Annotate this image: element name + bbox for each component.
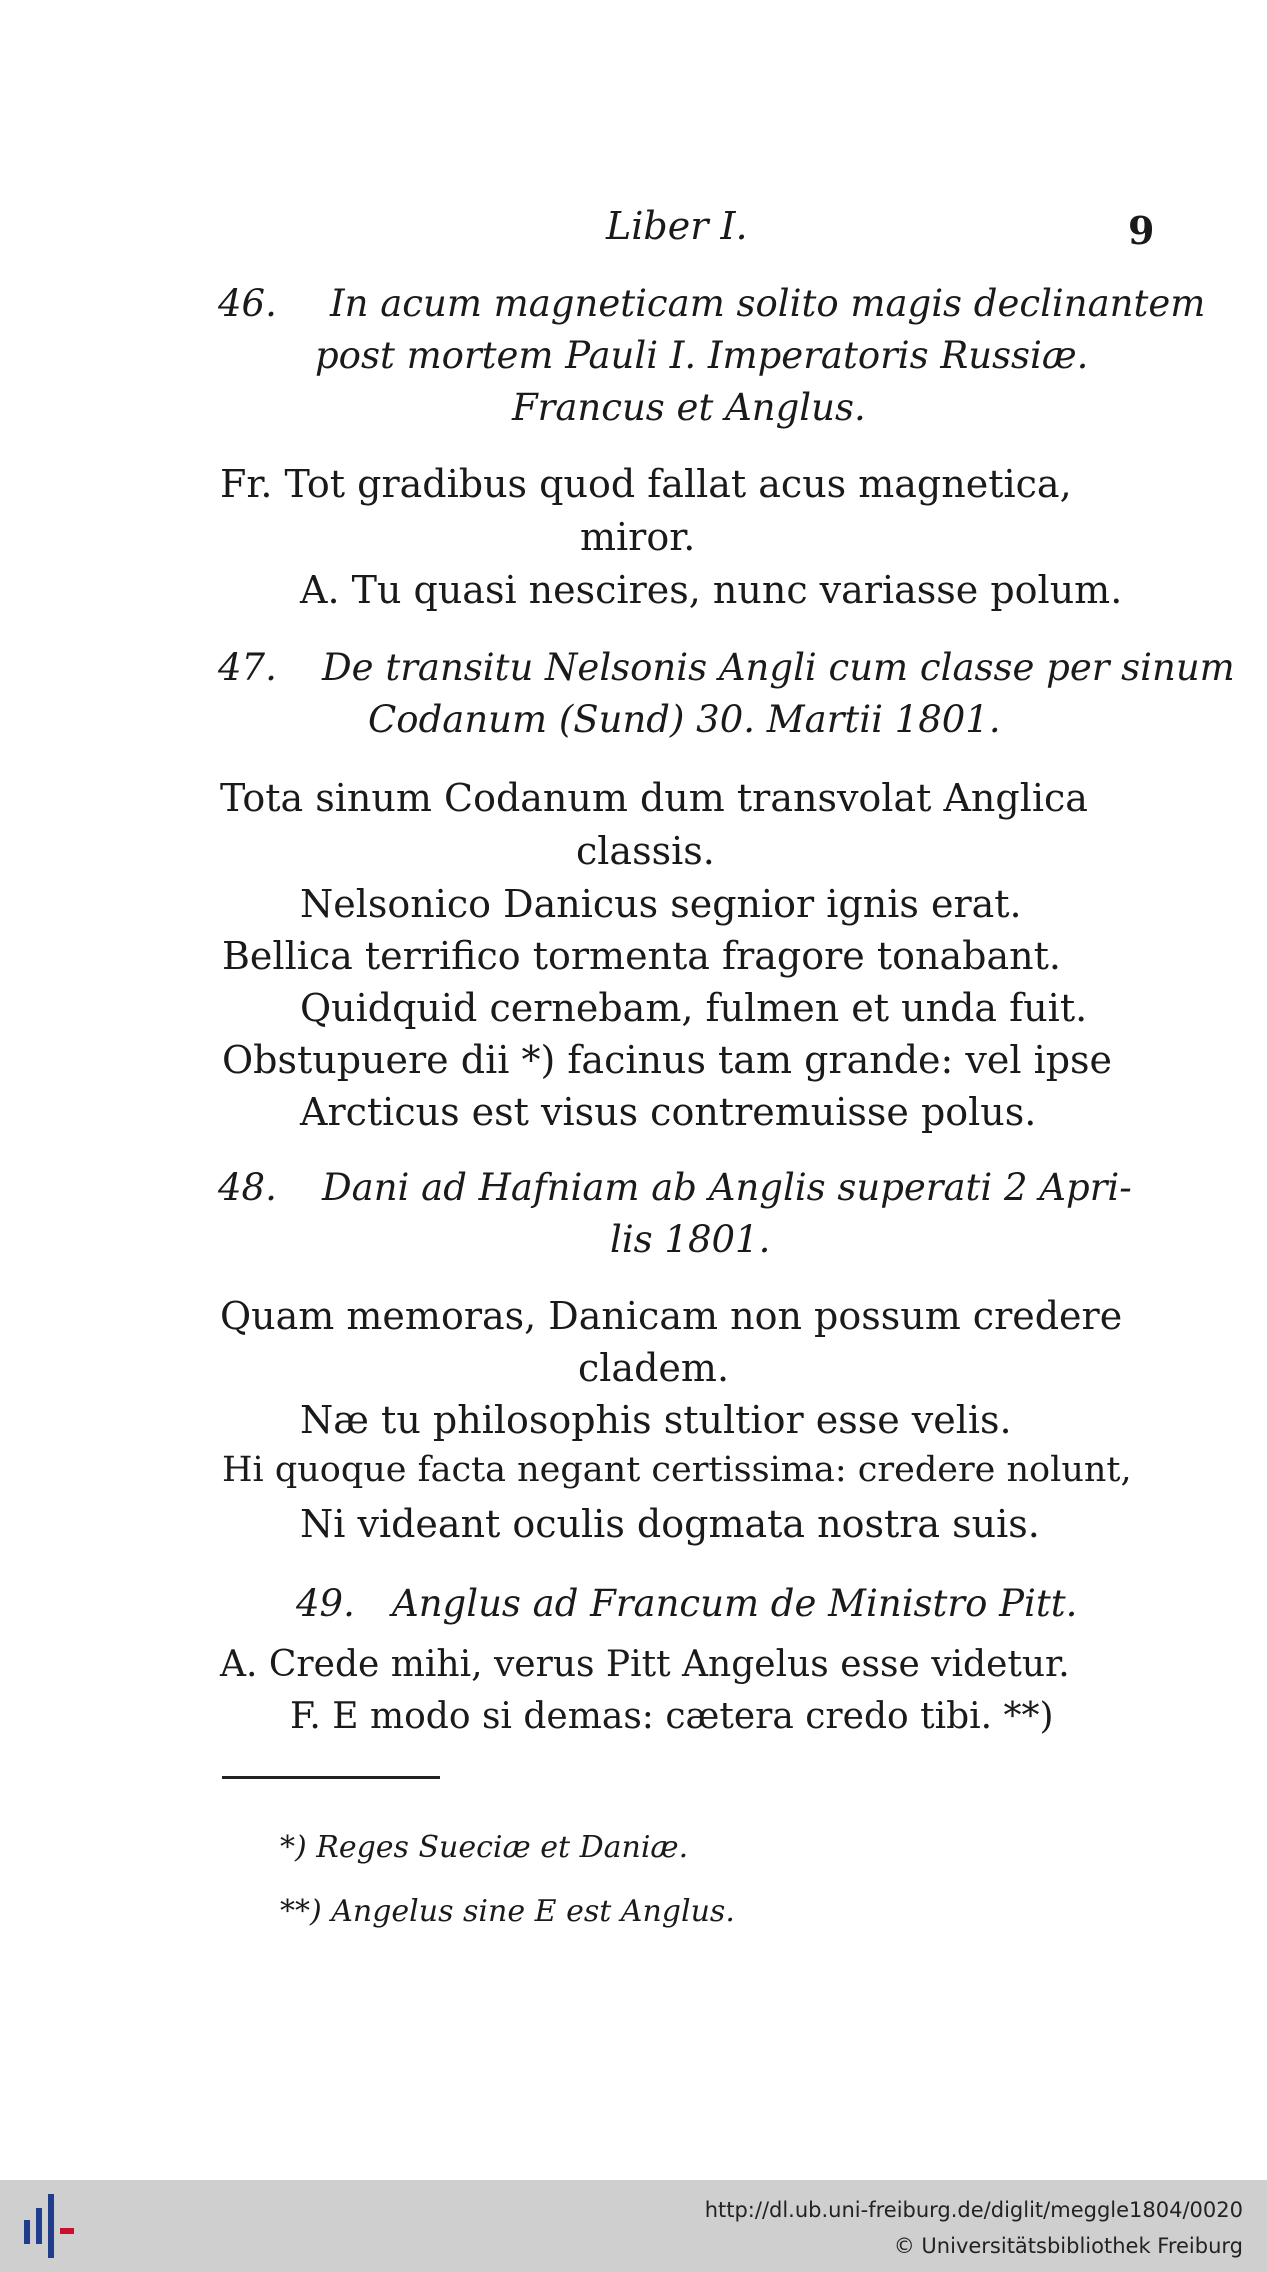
footnote-rule bbox=[222, 1776, 440, 1779]
poem-47-title-line-1: De transitu Nelsonis Angli cum classe per sinum bbox=[322, 646, 1235, 689]
poem-46-line-3: A. Tu quasi nescires, nunc variasse polum. bbox=[300, 568, 1123, 612]
poem-48-line-5: Ni videant oculis dogmata nostra suis. bbox=[300, 1502, 1040, 1546]
poem-47-number: 47. bbox=[218, 646, 277, 689]
poem-49-title-line-1: Anglus ad Francum de Ministro Pitt. bbox=[392, 1582, 1078, 1625]
footer-bar bbox=[0, 2180, 1267, 2272]
poem-47-line-3: Nelsonico Danicus segnior ignis erat. bbox=[300, 882, 1022, 926]
poem-48-line-2: cladem. bbox=[578, 1346, 730, 1390]
poem-46-number: 46. bbox=[218, 282, 277, 325]
poem-46-title-line-1: In acum magneticam solito magis declinantem bbox=[330, 282, 1206, 325]
poem-48-title-line-1: Dani ad Hafniam ab Anglis superati 2 Apri- bbox=[322, 1166, 1132, 1209]
running-title: Liber I. bbox=[606, 204, 748, 248]
poem-48-line-3: Næ tu philosophis stultior esse velis. bbox=[300, 1398, 1012, 1442]
poem-49-number: 49. bbox=[296, 1582, 355, 1625]
poem-46-line-1: Fr. Tot gradibus quod fallat acus magnetica, bbox=[220, 462, 1072, 506]
poem-48-line-4: Hi quoque facta negant certissima: credere nolunt, bbox=[222, 1450, 1132, 1490]
poem-47-line-1: Tota sinum Codanum dum transvolat Anglica bbox=[220, 776, 1088, 820]
poem-48-title-line-2: lis 1801. bbox=[610, 1218, 771, 1261]
poem-47-line-7: Arcticus est visus contremuisse polus. bbox=[300, 1090, 1037, 1134]
footer-copyright: © Universitätsbibliothek Freiburg bbox=[893, 2234, 1243, 2258]
poem-47-line-2: classis. bbox=[576, 829, 715, 873]
poem-48-number: 48. bbox=[218, 1166, 277, 1209]
footnote-2: **) Angelus sine E est Anglus. bbox=[280, 1894, 735, 1929]
poem-47-title-line-2: Codanum (Sund) 30. Martii 1801. bbox=[368, 698, 1001, 741]
page-number: 9 bbox=[1128, 208, 1155, 253]
poem-47-line-4: Bellica terrifico tormenta fragore tonabant. bbox=[222, 934, 1061, 978]
poem-46-line-2: miror. bbox=[580, 515, 696, 559]
poem-48-line-1: Quam memoras, Danicam non possum credere bbox=[220, 1294, 1123, 1338]
footnote-1: *) Reges Sueciæ et Daniæ. bbox=[280, 1830, 689, 1865]
poem-49-line-1: A. Crede mihi, verus Pitt Angelus esse videtur. bbox=[220, 1644, 1070, 1685]
poem-46-title-line-3: Francus et Anglus. bbox=[512, 386, 866, 429]
poem-47-line-6: Obstupuere dii *) facinus tam grande: vel ipse bbox=[222, 1038, 1113, 1082]
library-logo-icon bbox=[18, 2194, 78, 2258]
poem-46-title-line-2: post mortem Pauli I. Imperatoris Russiæ. bbox=[315, 334, 1089, 377]
poem-49-line-2: F. E modo si demas: cætera credo tibi. **) bbox=[290, 1696, 1054, 1737]
footer-url-link[interactable]: http://dl.ub.uni-freiburg.de/diglit/meggle1804/0020 bbox=[704, 2198, 1243, 2222]
poem-47-line-5: Quidquid cernebam, fulmen et unda fuit. bbox=[300, 986, 1088, 1030]
